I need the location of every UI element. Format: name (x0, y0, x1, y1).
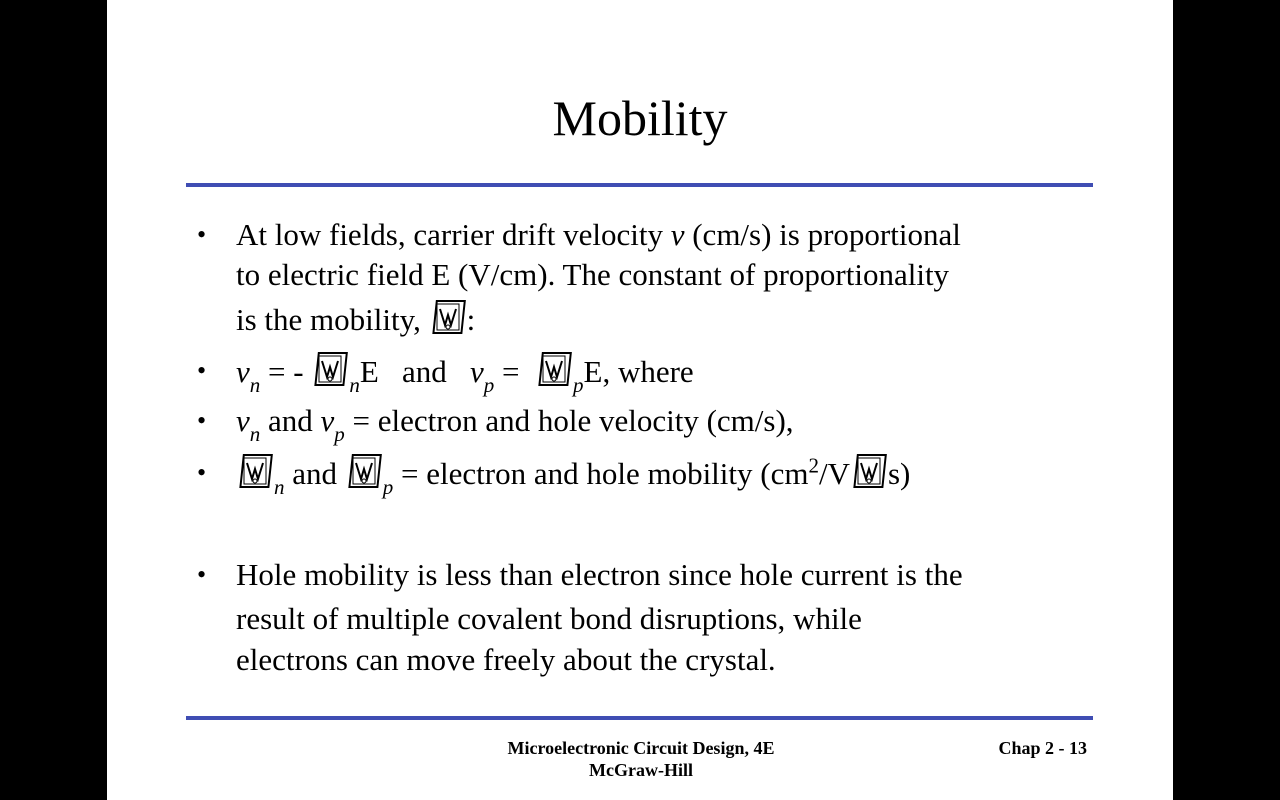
missing-glyph-icon (312, 351, 348, 387)
footer-book-info (486, 737, 796, 781)
slide-title: Mobility (552, 90, 728, 146)
footer-page-number: Chap 2 - 13 (998, 738, 1087, 758)
missing-glyph-icon (346, 453, 382, 489)
footer-book-title: Microelectronic Circuit Design, 4E (507, 738, 775, 758)
bullet-line: At low fields, carrier drift velocity v (cm/s) is proportional (236, 217, 961, 252)
bullet-dot: • (197, 458, 207, 487)
bullet-line: $_n$ and $_p$ = electron and hole mobility ($cm^2/V$ s) (236, 453, 910, 494)
bullet-line: result of multiple covalent bond disruptions, while (236, 601, 862, 636)
bottom-rule (186, 716, 1093, 720)
bullet-dot: • (197, 220, 207, 249)
missing-glyph-icon (430, 299, 466, 335)
top-rule (186, 183, 1093, 187)
bullet-line: electrons can move freely about the crystal. (236, 642, 776, 677)
missing-glyph-icon (237, 453, 273, 489)
bullet-line: Hole mobility is less than electron since hole current is the (236, 557, 963, 592)
missing-glyph-icon (536, 351, 572, 387)
missing-glyph-icon (851, 453, 887, 489)
bullet-dot: • (197, 560, 207, 589)
bullet-line: is the mobility, : (236, 299, 475, 340)
bullet-line: $v_n$ and $v_p$ = electron and hole velocity (cm/s), (236, 403, 794, 447)
bullet-line: $v_n$ = - $_n$E and $v_p$ = $_p$E, where (236, 351, 694, 392)
letterbox-left (0, 0, 107, 800)
letterbox-right (1173, 0, 1280, 800)
footer-publisher: McGraw-Hill (589, 760, 693, 780)
bullet-line: to electric field E (V/cm). The constant of proportionality (236, 257, 950, 292)
bullet-dot: • (197, 356, 207, 385)
slide (107, 0, 1173, 800)
bullet-dot: • (197, 406, 207, 435)
